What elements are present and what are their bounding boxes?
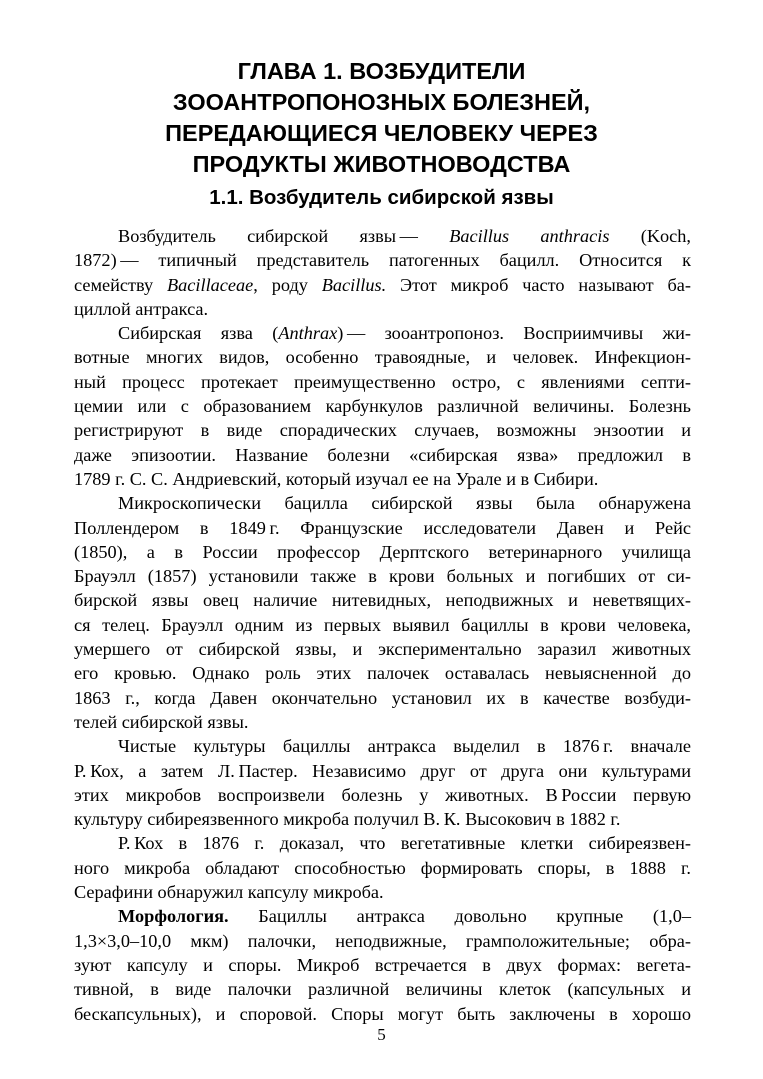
text-line: цемии или с образованием карбункулов различной величины. Болезнь xyxy=(74,396,691,417)
paragraph xyxy=(74,831,691,904)
text-line: циллой антракса. xyxy=(74,298,209,319)
chapter-title xyxy=(60,56,703,180)
text-line: его кровью. Однако роль этих палочек оставалась невыясненной до xyxy=(74,663,691,684)
text-line: регистрируют в виде спорадических случаев, возможны энзоотии и xyxy=(74,420,691,441)
text-line: 1789 г. С. С. Андриевский, который изучал ее на Урале и в Сибири. xyxy=(74,468,599,489)
chapter-title-line: ПЕРЕДАЮЩИЕСЯ ЧЕЛОВЕКУ ЧЕРЕЗ xyxy=(165,120,598,146)
text-line: этих микробов воспроизвели болезнь у животных. В России первую xyxy=(74,784,691,805)
text-line: Р. Кох, а затем Л. Пастер. Независимо друг от друга они культурами xyxy=(74,760,691,781)
text-line: ся телец. Брауэлл одним из первых выявил бациллы в крови человека, xyxy=(74,614,691,635)
text-line: Возбудитель сибирской язвы — Bacillus anthracis (Koch, xyxy=(118,226,691,246)
text-line: ный процесс протекает преимущественно остро, с явлениями септи- xyxy=(74,371,691,392)
text-line: бескапсульных), и споровой. Споры могут быть заключены в хорошо xyxy=(74,1003,691,1024)
paragraph xyxy=(74,321,691,491)
text-line: ного микроба обладают способностью формировать споры, в 1888 г. xyxy=(74,857,691,878)
text-line: Чистые культуры бациллы антракса выделил в 1876 г. вначале xyxy=(118,736,691,757)
text-line: Серафини обнаружил капсулу микроба. xyxy=(74,882,384,903)
body-text xyxy=(74,224,691,1026)
section-title: 1.1. Возбудитель сибирской язвы xyxy=(209,186,554,209)
text-line: культуру сибиреязвенного микроба получил В. К. Высокович в 1882 г. xyxy=(74,809,621,830)
text-line: даже эпизоотии. Название болезни «сибирская язва» предложил в xyxy=(74,444,691,465)
chapter-title-line: ЗООАНТРОПОНОЗНЫХ БОЛЕЗНЕЙ, xyxy=(172,89,591,115)
text-line: вотные многих видов, особенно травоядные, и человек. Инфекцион- xyxy=(74,347,691,368)
text-line: тивной, в виде палочки различной величины клеток (капсульных и xyxy=(74,979,691,1000)
chapter-title-line: ПРОДУКТЫ ЖИВОТНОВОДСТВА xyxy=(192,151,571,177)
chapter-title-line: ГЛАВА 1. ВОЗБУДИТЕЛИ xyxy=(237,58,526,84)
text-line: Микроскопически бацилла сибирской язвы была обнаружена xyxy=(118,493,691,514)
text-line: (1850), а в России профессор Дерптского ветеринарного училища xyxy=(74,541,691,562)
text-line: 1863 г., когда Давен окончательно установил их в качестве возбуди- xyxy=(74,687,691,708)
text-line: умершего от сибирской язвы, и экспериментально заразил животных xyxy=(74,639,691,660)
page-number: 5 xyxy=(377,1025,386,1044)
paragraph xyxy=(74,734,691,831)
paragraph xyxy=(74,491,691,734)
text-line: бирской язвы овец наличие нитевидных, неподвижных и неветвящих- xyxy=(74,590,691,611)
text-line: Сибирская язва (Anthrax) — зооантропоноз. Восприимчивы жи- xyxy=(118,323,691,344)
text-line: Поллендером в 1849 г. Французские исследователи Давен и Рейс xyxy=(74,517,691,538)
paragraph xyxy=(74,904,691,1025)
text-line: Брауэлл (1857) установили также в крови больных и погибших от си- xyxy=(74,566,691,587)
text-line: семейству Bacillaceae, роду Bacillus. Этот микроб часто называют ба- xyxy=(74,274,691,295)
text-line: Р. Кох в 1876 г. доказал, что вегетативные клетки сибиреязвен- xyxy=(118,833,691,854)
text-line: Морфология. Бациллы антракса довольно крупные (1,0– xyxy=(118,906,691,927)
text-line: телей сибирской язвы. xyxy=(74,711,249,732)
paragraph xyxy=(74,224,691,321)
text-line: 1872) — типичный представитель патогенных бацилл. Относится к xyxy=(74,250,691,271)
text-line: 1,3×3,0–10,0 мкм) палочки, неподвижные, грамположительные; обра- xyxy=(74,930,691,951)
text-line: зуют капсулу и споры. Микроб встречается в двух формах: вегета- xyxy=(74,954,691,975)
